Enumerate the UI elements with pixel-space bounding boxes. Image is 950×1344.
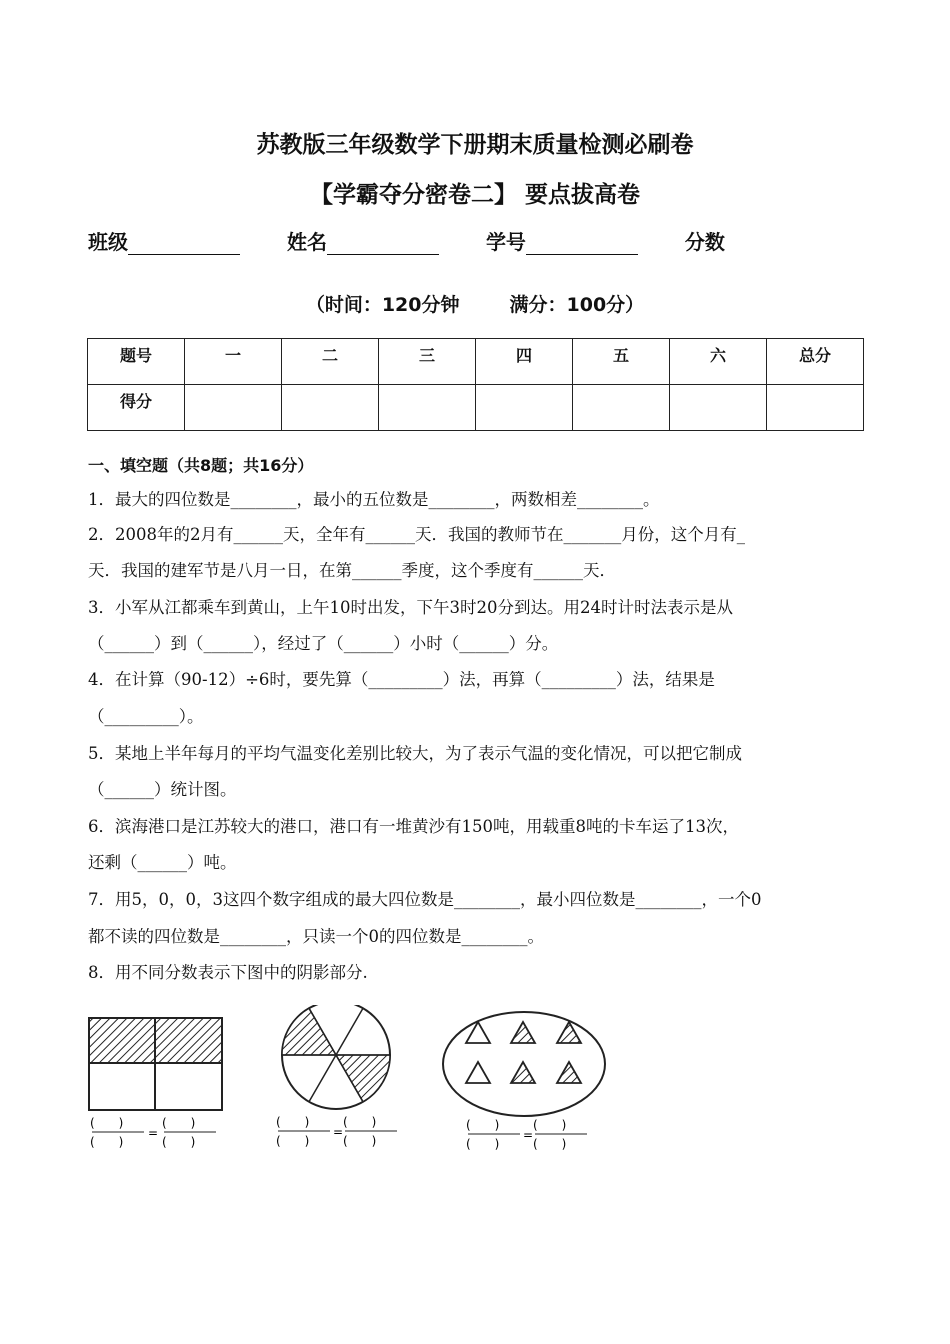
class-label: 班级 xyxy=(88,230,128,254)
blank-denominator: ( ) xyxy=(466,1137,500,1151)
table-cell: 三 xyxy=(379,339,476,385)
blank-numerator: ( ) xyxy=(162,1116,196,1130)
table-cell xyxy=(767,385,864,431)
student-info-row xyxy=(88,226,725,255)
table-cell: 得分 xyxy=(88,385,185,431)
question-line: 6．滨海港口是江苏较大的港口，港口有一堆黄沙有150吨，用载重8吨的卡车运了13次， xyxy=(88,817,739,836)
blank-denominator: ( ) xyxy=(162,1135,196,1149)
table-cell xyxy=(282,385,379,431)
blank-numerator: ( ) xyxy=(90,1116,124,1130)
table-cell xyxy=(185,385,282,431)
question-line: 1．最大的四位数是________，最小的五位数是________，两数相差________。 xyxy=(88,490,660,509)
oval-fraction-answer xyxy=(466,1118,587,1151)
oval-triangles-figure xyxy=(443,1012,605,1116)
table-cell: 五 xyxy=(573,339,670,385)
shaded-quarter xyxy=(89,1018,155,1063)
student-number-field xyxy=(526,234,638,255)
name-label: 姓名 xyxy=(286,230,327,254)
blank-numerator: ( ) xyxy=(343,1115,377,1129)
question-line: 还剩（______）吨。 xyxy=(88,853,237,872)
unshaded-quarter xyxy=(89,1063,155,1110)
table-cell: 二 xyxy=(282,339,379,385)
question-line: 5．某地上半年每月的平均气温变化差别比较大，为了表示气温的变化情况，可以把它制成 xyxy=(88,744,742,763)
question-line: 7．用5，0，0，3这四个数字组成的最大四位数是________，最小四位数是________，一个0 xyxy=(88,890,762,909)
class-field xyxy=(128,234,240,255)
table-cell: 一 xyxy=(185,339,282,385)
rectangle-fraction-answer xyxy=(90,1116,216,1149)
score-label: 分数 xyxy=(684,230,725,254)
table-cell xyxy=(573,385,670,431)
table-cell: 四 xyxy=(476,339,573,385)
question-line: 2．2008年的2月有______天，全年有______天．我国的教师节在_______月份，这个月有_ xyxy=(88,525,745,544)
table-cell: 总分 xyxy=(767,339,864,385)
question-line: 3．小军从江都乘车到黄山，上午10时出发，下午3时20分到达。用24时计时法表示是从 xyxy=(88,598,733,617)
equals-sign: = xyxy=(148,1126,159,1140)
name-field xyxy=(327,234,439,255)
rectangle-figure xyxy=(89,1018,222,1110)
blank-denominator: ( ) xyxy=(533,1137,567,1151)
table-cell: 题号 xyxy=(88,339,185,385)
shaded-quarter xyxy=(155,1018,222,1063)
unshaded-quarter xyxy=(155,1063,222,1110)
question-line: （_________）。 xyxy=(88,707,204,726)
student-number-label: 学号 xyxy=(485,230,526,254)
table-cell xyxy=(670,385,767,431)
section-heading: 一、填空题（共8题；共16分） xyxy=(88,456,314,475)
question-line: （______）到（______），经过了（______）小时（______）分。 xyxy=(88,634,559,653)
circle-figure xyxy=(282,1005,390,1109)
exam-time-info xyxy=(0,290,950,317)
blank-numerator: ( ) xyxy=(276,1115,310,1129)
blank-numerator: ( ) xyxy=(533,1118,567,1132)
question-line: 8．用不同分数表示下图中的阴影部分. xyxy=(88,963,368,982)
table-cell: 六 xyxy=(670,339,767,385)
blank-numerator: ( ) xyxy=(466,1118,500,1132)
question-line: 4．在计算（90-12）÷6时，要先算（_________）法，再算（_________）法，结果是 xyxy=(88,670,715,689)
question-line: （______）统计图。 xyxy=(88,780,237,799)
fraction-figures xyxy=(80,1005,640,1165)
table-cell xyxy=(476,385,573,431)
equals-sign: = xyxy=(333,1125,344,1139)
table-row xyxy=(88,339,864,385)
full-score-label: 满分：100分） xyxy=(509,294,645,316)
circle-fraction-answer xyxy=(276,1115,397,1148)
question-line: 天．我国的建军节是八月一日，在第______季度，这个季度有______天． xyxy=(88,561,616,580)
blank-denominator: ( ) xyxy=(276,1134,310,1148)
score-table xyxy=(87,338,864,431)
time-label: （时间：120分钟 xyxy=(305,294,460,316)
page-title: 苏教版三年级数学下册期末质量检测必刷卷 xyxy=(256,132,694,158)
blank-denominator: ( ) xyxy=(90,1135,124,1149)
page-subtitle: 【学霸夺分密卷二】 要点拔高卷 xyxy=(309,182,640,208)
equals-sign: = xyxy=(523,1128,534,1142)
blank-denominator: ( ) xyxy=(343,1134,377,1148)
table-cell xyxy=(379,385,476,431)
question-line: 都不读的四位数是________，只读一个0的四位数是________。 xyxy=(88,927,544,946)
table-row xyxy=(88,385,864,431)
